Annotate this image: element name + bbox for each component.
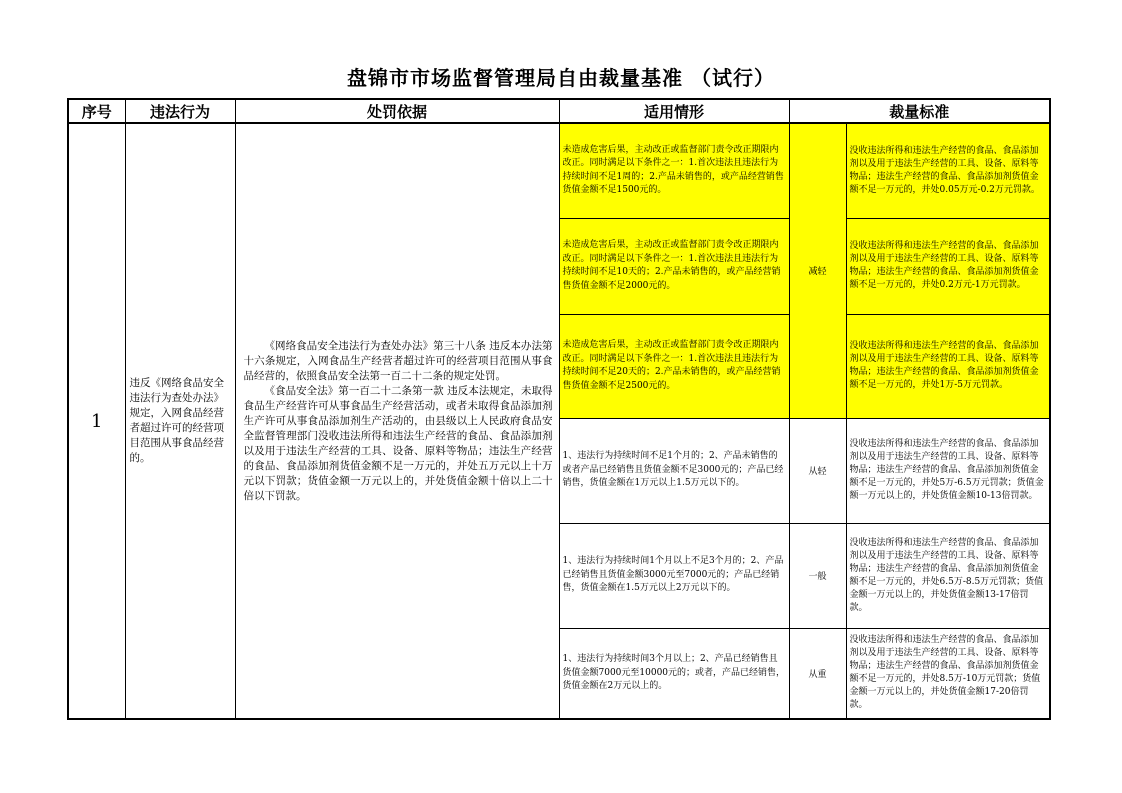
header-standard: 裁量标准 <box>789 99 1050 123</box>
basis-paragraph-2: 《食品安全法》第一百二十二条第一款 违反本法规定，未取得食品生产经营许可从事食品生产经营活动，或者未取得食品添加剂生产许可从事食品添加剂生产活动的，由县级以上人民政府食品安全监督管理部门没收违法所得和违法生产经营的食品、食品添加剂以及用于违法生产经营的工具、设备、原料等物品；违法生产经营的食品、食品添加剂货值金额不足一万元的，并处五万元以上十万元以下罚款；货值金额一万元以上的，并处货值金额十倍以上二十倍以下罚款。 <box>243 384 553 502</box>
standard-cell: 没收违法所得和违法生产经营的食品、食品添加剂以及用于违法生产经营的工具、设备、原料等物品；违法生产经营的食品、食品添加剂货值金额不足一万元的，并处1万-5万元罚款。 <box>846 314 1050 418</box>
standard-cell: 没收违法所得和违法生产经营的食品、食品添加剂以及用于违法生产经营的工具、设备、原料等物品；违法生产经营的食品、食品添加剂货值金额不足一万元的，并处8.5万-10万元罚款；货值金额一万元以上的，并处货值金额17-20倍罚款。 <box>846 628 1050 719</box>
header-seq: 序号 <box>68 99 125 123</box>
condition-cell: 1、违法行为持续时间1个月以上不足3个月的；2、产品已经销售且货值金额3000元至7000元的；产品已经销售，货值金额在1.5万元以上2万元以下的。 <box>559 523 789 628</box>
header-condition: 适用情形 <box>559 99 789 123</box>
level-cell: 从重 <box>789 628 846 719</box>
level-cell: 从轻 <box>789 418 846 523</box>
level-cell: 一般 <box>789 523 846 628</box>
condition-cell: 1、违法行为持续时间不足1个月的；2、产品未销售的或者产品已经销售且货值金额不足3000元的；产品已经销售，货值金额在1万元以上1.5万元以下的。 <box>559 418 789 523</box>
condition-cell: 未造成危害后果，主动改正或监督部门责令改正期限内改正。同时满足以下条件之一：1.首次违法且违法行为持续时间不足1周的；2.产品未销售的，或产品经营销售货值金额不足1500元的。 <box>559 123 789 218</box>
basis-paragraph-1: 《网络食品安全违法行为查处办法》第三十八条 违反本办法第十六条规定，入网食品生产经营者超过许可的经营项目范围从事食品经营的，依照食品安全法第一百二十二条的规定处罚。 <box>243 339 553 382</box>
discretion-table <box>67 98 1051 720</box>
level-cell: 减轻 <box>789 123 846 418</box>
header-basis: 处罚依据 <box>235 99 559 123</box>
table-row <box>68 123 1050 218</box>
standard-cell: 没收违法所得和违法生产经营的食品、食品添加剂以及用于违法生产经营的工具、设备、原料等物品；违法生产经营的食品、食品添加剂货值金额不足一万元的，并处5万-6.5万元罚款；货值金额一万元以上的，并处货值金额10-13倍罚款。 <box>846 418 1050 523</box>
condition-cell: 未造成危害后果，主动改正或监督部门责令改正期限内改正。同时满足以下条件之一：1.首次违法且违法行为持续时间不足20天的；2.产品未销售的，或产品经营销售货值金额不足2500元的。 <box>559 314 789 418</box>
standard-cell: 没收违法所得和违法生产经营的食品、食品添加剂以及用于违法生产经营的工具、设备、原料等物品；违法生产经营的食品、食品添加剂货值金额不足一万元的，并处0.05万元-0.2万元罚款。 <box>846 123 1050 218</box>
page-title: 盘锦市市场监督管理局自由裁量基准 （试行） <box>347 66 775 90</box>
header-row <box>68 99 1050 123</box>
standard-cell: 没收违法所得和违法生产经营的食品、食品添加剂以及用于违法生产经营的工具、设备、原料等物品；违法生产经营的食品、食品添加剂货值金额不足一万元的，并处6.5万-8.5万元罚款；货值金额一万元以上的，并处货值金额13-17倍罚款。 <box>846 523 1050 628</box>
condition-cell: 1、违法行为持续时间3个月以上；2、产品已经销售且货值金额7000元至10000元的；或者，产品已经销售，货值金额在2万元以上的。 <box>559 628 789 719</box>
condition-cell: 未造成危害后果，主动改正或监督部门责令改正期限内改正。同时满足以下条件之一：1.首次违法且违法行为持续时间不足10天的；2.产品未销售的，或产品经营销售货值金额不足2000元的。 <box>559 218 789 314</box>
row-seq: 1 <box>68 123 125 719</box>
basis-cell <box>235 123 559 719</box>
violation-cell: 违反《网络食品安全违法行为查处办法》规定，入网食品经营者超过许可的经营项目范围从事食品经营的。 <box>125 123 235 719</box>
header-violation: 违法行为 <box>125 99 235 123</box>
standard-cell: 没收违法所得和违法生产经营的食品、食品添加剂以及用于违法生产经营的工具、设备、原料等物品；违法生产经营的食品、食品添加剂货值金额不足一万元的，并处0.2万元-1万元罚款。 <box>846 218 1050 314</box>
